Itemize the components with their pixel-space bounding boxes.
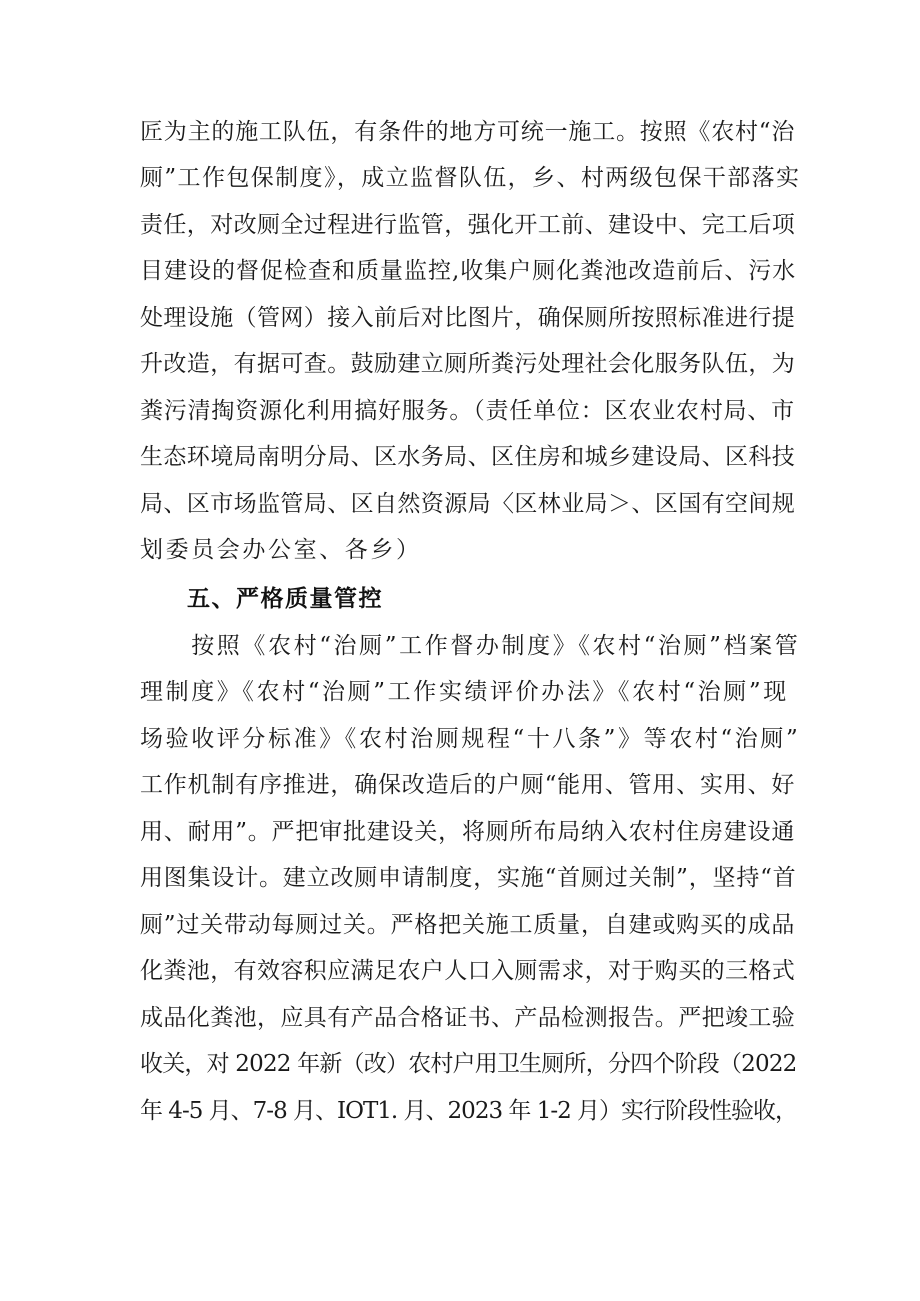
section-heading: 五、严格质量管控: [187, 586, 383, 612]
paragraph-line: 匠为主的施工队伍，有条件的地方可统一施工。按照《农村“治: [140, 119, 796, 145]
paragraph-line: 收关，对 2022 年新（改）农村户用卫生厕所，分四个阶段（2022: [140, 1051, 797, 1077]
paragraph-line: 理制度》《农村“治厕”工作实绩评价办法》《农村“治厕”现: [140, 679, 789, 705]
paragraph-line: 厕”过关带动每厕过关。严格把关施工质量，自建或购买的成品: [140, 912, 796, 938]
paragraph-line: 生态环境局南明分局、区水务局、区住房和城乡建设局、区科技: [140, 444, 796, 470]
paragraph-line: 划委员会办公室、各乡）: [140, 537, 422, 563]
paragraph-line: 目建设的督促检查和质量监控,收集户厕化粪池改造前后、污水: [140, 258, 797, 284]
paragraph-line: 化粪池，有效容积应满足农户人口入厕需求，对于购买的三格式: [140, 958, 796, 984]
paragraph-line: 责任，对改厕全过程进行监管，强化开工前、建设中、完工后项: [140, 212, 796, 238]
paragraph-line: 成品化粪池，应具有产品合格证书、产品检测报告。严把竣工验: [140, 1005, 796, 1031]
paragraph-line: 局、区市场监管局、区自然资源局〈区林业局＞、区国有空间规: [140, 491, 796, 517]
paragraph-line: 用、耐用”。严把审批建设关，将厕所布局纳入农村住房建设通: [140, 819, 796, 845]
paragraph-line: 按照《农村“治厕”工作督办制度》《农村“治厕”档案管: [140, 633, 801, 659]
paragraph-line: 厕”工作包保制度》，成立监督队伍，乡、村两级包保干部落实: [140, 165, 801, 191]
paragraph-line: 年 4-5 月、7-8 月、IOT1. 月、2023 年 1-2 月）实行阶段性验收，: [140, 1098, 798, 1124]
paragraph-line: 粪污清掏资源化利用搞好服务。（责任单位：区农业农村局、市: [140, 398, 795, 424]
paragraph-line: 处理设施（管网）接入前后对比图片，确保厕所按照标准进行提: [140, 305, 796, 331]
paragraph-line: 工作机制有序推进，确保改造后的户厕“能用、管用、实用、好: [140, 772, 796, 798]
paragraph-line: 升改造，有据可查。鼓励建立厕所粪污处理社会化服务队伍，为: [140, 351, 796, 377]
paragraph-line: 用图集设计。建立改厕申请制度，实施“首厕过关制”，坚持“首: [140, 865, 797, 891]
paragraph-line: 场验收评分标准》《农村治厕规程“十八条”》等农村“治厕”: [140, 726, 801, 752]
